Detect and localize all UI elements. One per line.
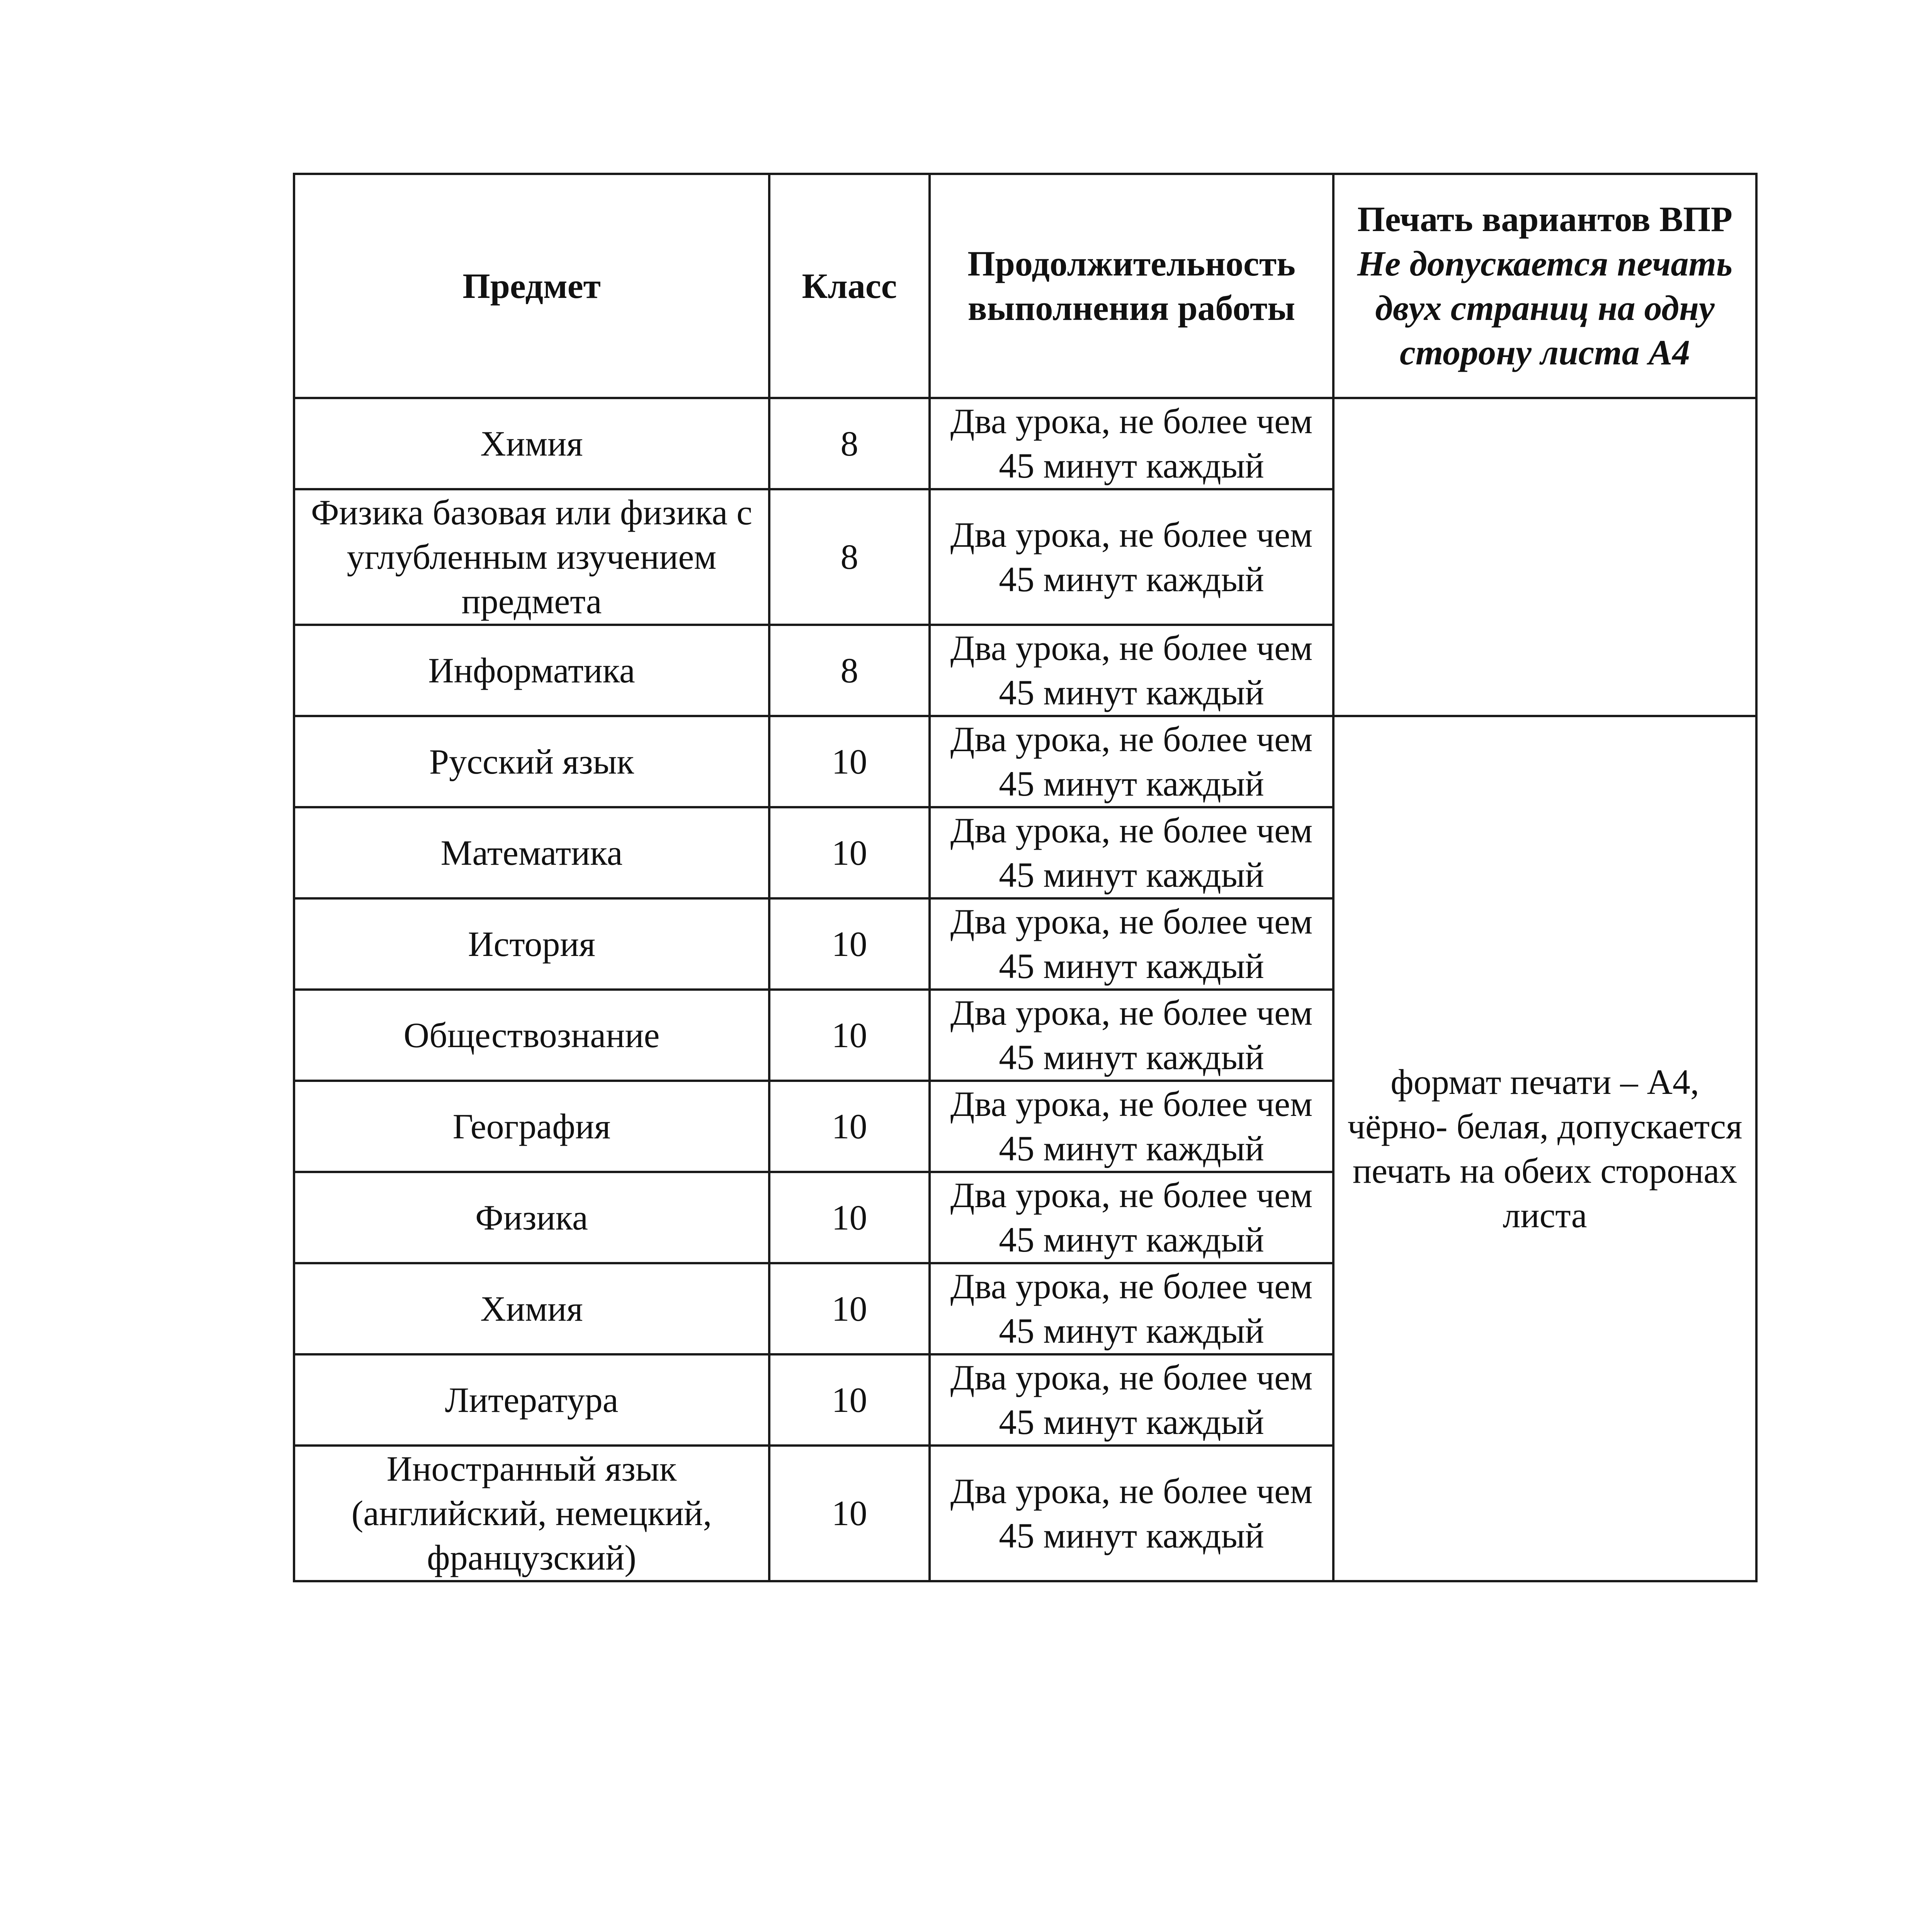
subject-cell: Русский язык (294, 716, 769, 807)
duration-cell: Два урока, не более чем 45 минут каждый (930, 1081, 1333, 1172)
header-print-title: Печать вариантов ВПР (1357, 199, 1732, 239)
duration-cell: Два урока, не более чем 45 минут каждый (930, 898, 1333, 990)
grade-cell: 8 (769, 398, 930, 489)
grade-cell: 10 (769, 1263, 930, 1354)
subject-cell: Информатика (294, 625, 769, 716)
header-print-note: Не допускается печать двух страниц на одну сторону листа А4 (1357, 244, 1733, 372)
duration-cell: Два урока, не более чем 45 минут каждый (930, 625, 1333, 716)
header-subject: Предмет (294, 174, 769, 398)
duration-cell: Два урока, не более чем 45 минут каждый (930, 807, 1333, 898)
table-header-row (294, 174, 1756, 398)
duration-cell: Два урока, не более чем 45 минут каждый (930, 1172, 1333, 1263)
grade-cell: 10 (769, 1172, 930, 1263)
subject-cell: Литература (294, 1354, 769, 1446)
duration-cell: Два урока, не более чем 45 минут каждый (930, 1263, 1333, 1354)
grade-cell: 10 (769, 990, 930, 1081)
print-requirements-cell-grade-10: формат печати – А4, чёрно- белая, допускается печать на обеих сторонах листа (1333, 716, 1756, 1581)
duration-cell: Два урока, не более чем 45 минут каждый (930, 398, 1333, 489)
subject-cell: История (294, 898, 769, 990)
grade-cell: 10 (769, 716, 930, 807)
table-row (294, 398, 1756, 489)
duration-cell: Два урока, не более чем 45 минут каждый (930, 489, 1333, 625)
grade-cell: 10 (769, 898, 930, 990)
subject-cell: Математика (294, 807, 769, 898)
subject-cell: Физика базовая или физика с углубленным изучением предмета (294, 489, 769, 625)
grade-cell: 8 (769, 625, 930, 716)
duration-cell: Два урока, не более чем 45 минут каждый (930, 1354, 1333, 1446)
subject-cell: Обществознание (294, 990, 769, 1081)
duration-cell: Два урока, не более чем 45 минут каждый (930, 716, 1333, 807)
header-duration: Продолжительность выполнения работы (930, 174, 1333, 398)
header-grade: Класс (769, 174, 930, 398)
header-print (1333, 174, 1756, 398)
grade-cell: 10 (769, 1446, 930, 1581)
grade-cell: 10 (769, 807, 930, 898)
subject-cell: Иностранный язык (английский, немецкий, французский) (294, 1446, 769, 1581)
subject-cell: Химия (294, 398, 769, 489)
subject-cell: География (294, 1081, 769, 1172)
vpr-schedule-table (293, 173, 1758, 1582)
print-requirements-cell-grade-8 (1333, 398, 1756, 716)
duration-cell: Два урока, не более чем 45 минут каждый (930, 1446, 1333, 1581)
subject-cell: Физика (294, 1172, 769, 1263)
duration-cell: Два урока, не более чем 45 минут каждый (930, 990, 1333, 1081)
grade-cell: 8 (769, 489, 930, 625)
subject-cell: Химия (294, 1263, 769, 1354)
table-row (294, 716, 1756, 807)
grade-cell: 10 (769, 1354, 930, 1446)
grade-cell: 10 (769, 1081, 930, 1172)
